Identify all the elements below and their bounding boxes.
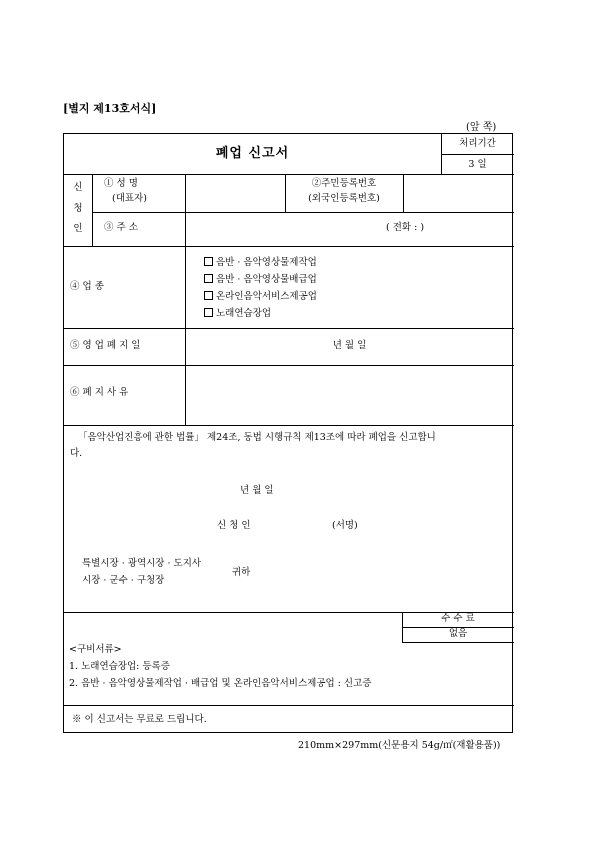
checkbox-icon[interactable] (204, 308, 213, 317)
signature-field[interactable]: (서명) (332, 520, 358, 531)
document-item: 1. 노래연습장업: 등록증 (69, 661, 170, 672)
fee-value: 없음 (448, 628, 468, 639)
business-type-option[interactable]: 음반 · 음악영상물제작업 (204, 257, 317, 269)
divider (92, 174, 93, 246)
divider (185, 174, 186, 425)
authority-name: 시장 · 군수 · 구청장 (82, 575, 165, 586)
documents-heading: <구비서류> (69, 644, 122, 655)
phone-field[interactable]: ( 전화 : ) (386, 222, 425, 233)
divider (403, 174, 404, 212)
page-side-label: (앞 쪽) (466, 122, 497, 133)
form-title: 폐업 신고서 (215, 146, 290, 161)
address-label: ③ 주 소 (104, 222, 138, 233)
form-frame (63, 133, 513, 733)
row-line (92, 212, 514, 213)
divider (402, 642, 514, 643)
rrn-label: ②주민등록번호 (311, 178, 377, 189)
checkbox-icon[interactable] (204, 274, 213, 283)
row-line (64, 174, 514, 175)
honorific: 귀하 (232, 567, 251, 578)
closure-date-value[interactable]: 년 월 일 (332, 340, 367, 351)
row-line (64, 246, 514, 247)
declaration-text: 다. (70, 448, 83, 459)
document-item: 2. 음반 · 음악영상물제작업 · 배급업 및 온라인음악서비스제공업 : 신고증 (69, 678, 372, 689)
rrn-sub-label: (외국인등록번호) (308, 193, 380, 204)
name-label: ① 성 명 (104, 178, 138, 189)
closure-date-label: ⑤ 영 업 폐 지 일 (70, 340, 141, 351)
business-type-label: ④ 업 종 (70, 281, 104, 292)
name-sub-label: (대표자) (112, 193, 147, 204)
business-type-option[interactable]: 온라인음악서비스제공업 (204, 291, 317, 303)
row-line (64, 425, 514, 426)
business-type-option[interactable]: 음반 · 음악영상물배급업 (204, 274, 317, 286)
checkbox-icon[interactable] (204, 291, 213, 300)
processing-period-label: 처리기간 (459, 138, 496, 149)
closure-reason-label: ⑥ 폐 지 사 유 (70, 387, 129, 398)
divider (441, 154, 514, 155)
declaration-date[interactable]: 년 월 일 (240, 485, 274, 496)
declaration-text: 「음악산업진흥에 관한 법률」 제24조, 동법 시행규칙 제13조에 따라 폐업을 신고합니 (78, 432, 436, 443)
form-number: [별지 제13호서식] (63, 102, 157, 115)
row-line (64, 705, 514, 706)
free-form-note: ※ 이 신고서는 무료로 드립니다. (72, 714, 207, 725)
applicant-sign-label: 신 청 인 (217, 520, 251, 531)
row-line (64, 328, 514, 329)
checkbox-icon[interactable] (204, 257, 213, 266)
fee-label: 수 수 료 (441, 613, 475, 624)
applicant-side-label: 청 (73, 203, 83, 214)
applicant-side-label: 신 (73, 182, 83, 193)
paper-spec: 210mm×297mm(신문용지 54g/㎡(재활용품)) (298, 740, 501, 751)
business-type-option[interactable]: 노래연습장업 (204, 308, 271, 320)
row-line (64, 365, 514, 366)
processing-period-value: 3 일 (468, 159, 487, 170)
authority-name: 특별시장 · 광역시장 · 도지사 (82, 558, 202, 569)
applicant-side-label: 인 (73, 223, 83, 234)
